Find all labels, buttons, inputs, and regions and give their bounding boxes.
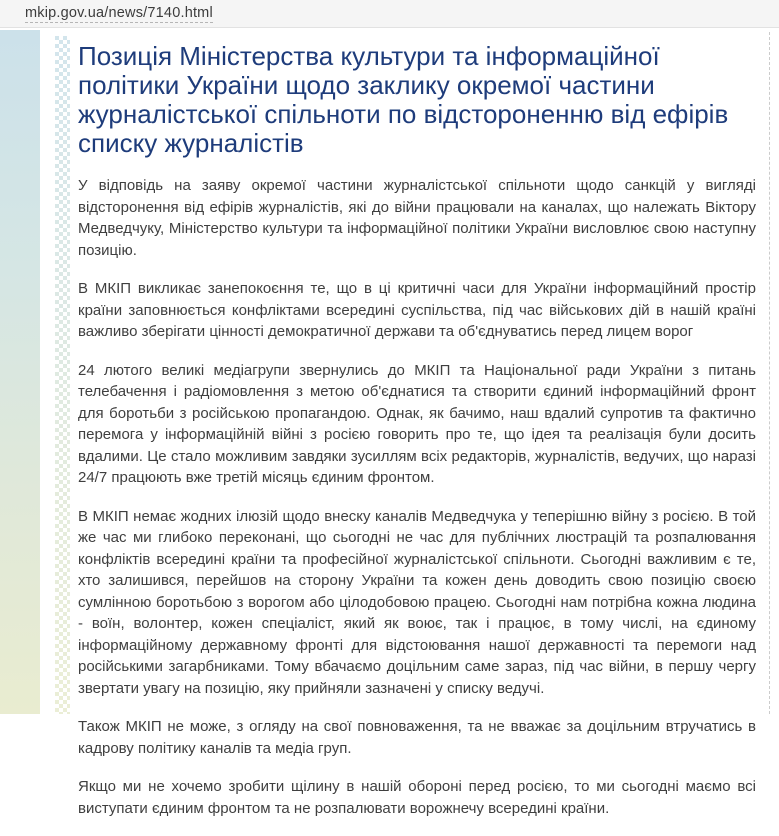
url-text[interactable]: mkip.gov.ua/news/7140.html <box>25 4 213 21</box>
right-dashed-rule <box>769 32 770 714</box>
article-body <box>78 175 756 819</box>
article-paragraph: Якщо ми не хочемо зробити щілину в нашій обороні перед росією, то ми сьогодні маємо всі виступати єдиним фронтом та не розпалювати ворожнечу всередині країни. <box>78 778 756 817</box>
article-paragraph: В МКІП викликає занепокоєння те, що в ці критичні часи для України інформаційний простір країни заповнюється конфліктами всередині суспільства, під час військових дій в нашій країні важливо зберігати цінності демократичної держави та об'єднуватись перед лицем ворог <box>78 280 756 340</box>
article-paragraph: В МКІП немає жодних ілюзій щодо внеску каналів Медведчука у теперішню війну з росією. В той же час ми глибоко переконані, що сьогодні не час для публічних люстрацій та розпалювання конфліктів всередині країни та професійної журналістської спільноти. Сьогодні важливим є те, хто залишився, перейшов на сторону України та кожен день доводить свою позицію своєю сумлінною боротьбою з ворогом або цілодобовою працею. Сьогодні нам потрібна кожна людина - воїн, волонтер, кожен спеціаліст, який як воює, так і працює, в тому числі, на єдиному інформаційному державному фронті для відстоювання нашої державності та перемоги над російськими загарбниками. Тому вбачаємо доцільним саме зараз, під час війни, в першу чергу звертати увагу на позицію, яку прийняли зазначені у списку ведучі. <box>78 507 756 697</box>
page-background <box>0 28 779 817</box>
article-content <box>78 28 756 836</box>
article-paragraph: 24 лютого великі медіагрупи звернулись до МКІП та Національної ради України з питань телебачення і радіомовлення з метою об'єднатися та створити єдиний інформаційний фронт для боротьби з російською пропагандою. Однак, як бачимо, наш вдалий супротив та фактично перемога у інформаційній війні з росією говорить про те, що ідея та реалізація були досить вдалими. Це стало можливим завдяки зусиллям всіх редакторів, журналістів, ведучих, що наразі 24/7 працюють вже третій місяць єдиним фронтом. <box>78 361 756 486</box>
article-paragraph: Також МКІП не може, з огляду на свої повноваження, та не вважає за доцільним втручатись в кадрову політику каналів та медіа груп. <box>78 718 756 757</box>
article-paragraph: У відповідь на заяву окремої частини журналістської спільноти щодо санкцій у вигляді відсторонення від ефірів журналістів, які до війни працювали на каналах, що належать Віктору Медведчуку, Міністерство культури та інформаційної політики України висловлює свою наступну позицію. <box>78 177 756 259</box>
page-title: Позиція Міністерства культури та інформаційної політики України щодо заклику окремої частини журналістської спільноти по відстороненню від ефірів списку журналістів <box>78 41 729 158</box>
checkered-dots-strip <box>55 36 70 714</box>
left-gradient-strip <box>0 30 40 714</box>
address-bar[interactable] <box>0 0 779 28</box>
